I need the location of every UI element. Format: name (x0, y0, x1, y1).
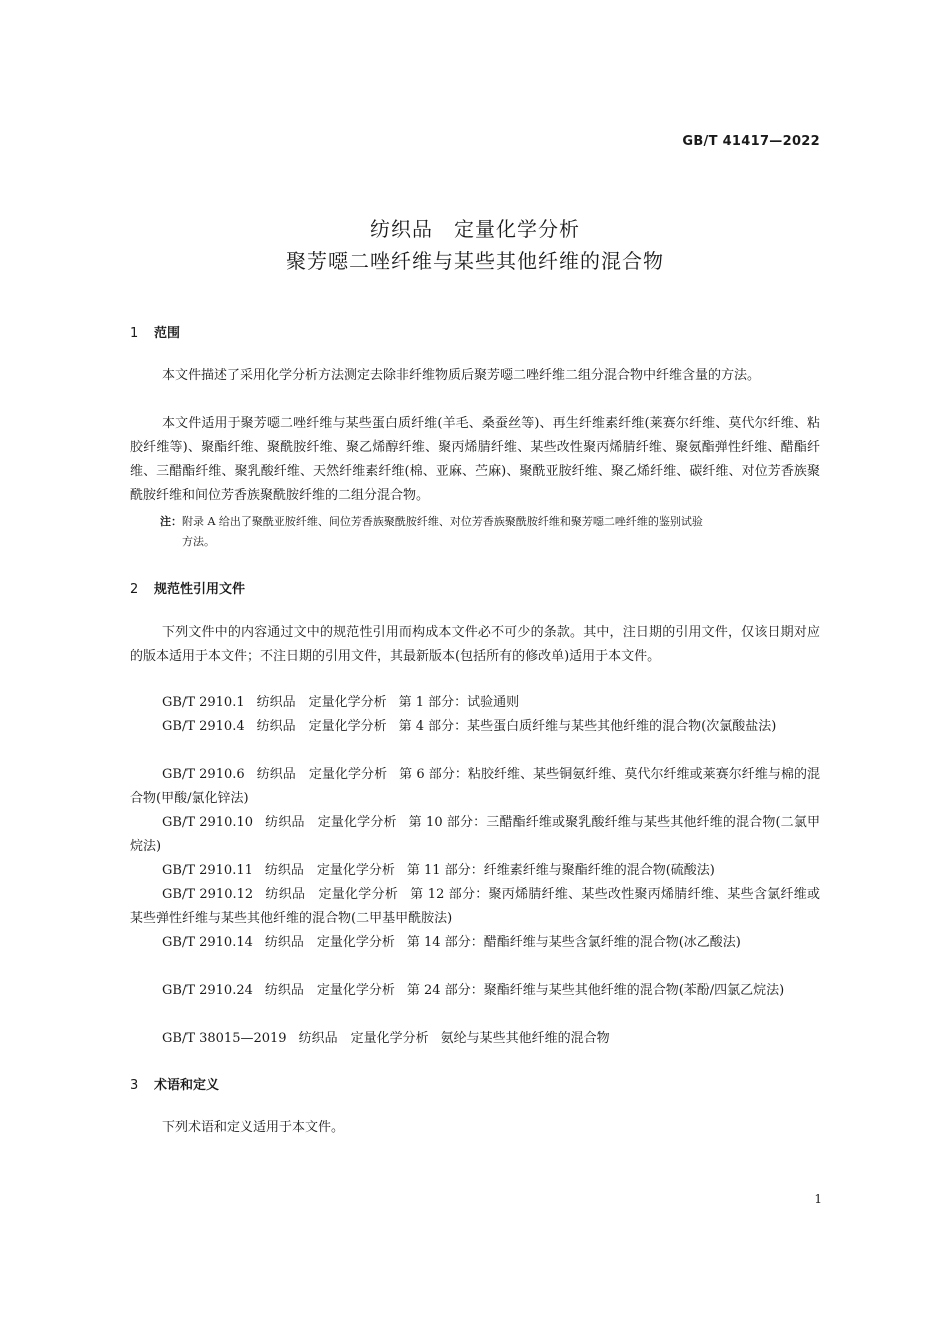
reference-title: 纺织品 定量化学分析 (298, 1031, 429, 1046)
reference-part: 氨纶与某些其他纤维的混合物 (440, 1031, 610, 1046)
reference-title: 纺织品 定量化学分析 (264, 863, 395, 878)
section-3-number: 3 (130, 1078, 139, 1093)
section-3-heading (130, 1074, 219, 1093)
section-2-number: 2 (130, 582, 139, 597)
reference-item (130, 811, 820, 859)
reference-item (130, 691, 820, 715)
reference-code: GB/T 38015—2019 (162, 1031, 287, 1046)
reference-code: GB/T 2910.1 (162, 695, 245, 710)
section-1-paragraph-1: 本文件描述了采用化学分析方法测定去除非纤维物质后聚芳噁二唑纤维二组分混合物中纤维含量的方法。 (162, 368, 761, 383)
reference-item (130, 763, 820, 811)
reference-code: GB/T 2910.14 (162, 935, 253, 950)
reference-code: GB/T 2910.12 (162, 887, 254, 902)
page-number: 1 (814, 1192, 822, 1206)
reference-code: GB/T 2910.11 (162, 863, 253, 878)
section-3-intro: 下列术语和定义适用于本文件。 (162, 1120, 345, 1135)
document-title-line2: 聚芳噁二唑纤维与某些其他纤维的混合物 (286, 249, 664, 273)
section-1-heading (130, 322, 180, 341)
document-title-line1: 纺织品 定量化学分析 (370, 217, 580, 241)
reference-part: 第 12 部分：聚丙烯腈纤维、某些改性聚丙烯腈纤维、某些含氯纤维或某些弹性纤维与某些其他纤维的混合物(二甲基甲酰胺法) (130, 887, 820, 926)
reference-item (130, 883, 820, 931)
section-2-title: 规范性引用文件 (154, 582, 246, 597)
reference-code: GB/T 2910.6 (162, 767, 245, 782)
reference-item (130, 979, 820, 1003)
reference-part: 第 10 部分：三醋酯纤维或聚乳酸纤维与某些其他纤维的混合物(二氯甲烷法) (130, 815, 820, 854)
note-text-continued: 方法。 (182, 535, 215, 548)
reference-title: 纺织品 定量化学分析 (265, 815, 397, 830)
section-1-number: 1 (130, 326, 139, 341)
reference-part: 第 1 部分：试验通则 (398, 695, 520, 710)
reference-part: 第 4 部分：某些蛋白质纤维与某些其他纤维的混合物(次氯酸盐法) (398, 719, 777, 734)
reference-title: 纺织品 定量化学分析 (265, 887, 399, 902)
reference-item (130, 1027, 820, 1051)
note-label: 注： (160, 515, 182, 528)
reference-item (130, 859, 820, 883)
reference-part: 第 6 部分：粘胶纤维、某些铜氨纤维、莫代尔纤维或莱赛尔纤维与棉的混合物(甲酸/氯化锌法) (130, 767, 820, 806)
reference-title: 纺织品 定量化学分析 (256, 767, 388, 782)
reference-item (130, 715, 820, 739)
reference-title: 纺织品 定量化学分析 (264, 983, 395, 998)
section-1-note (160, 512, 820, 552)
reference-code: GB/T 2910.24 (162, 983, 253, 998)
reference-code: GB/T 2910.10 (162, 815, 254, 830)
reference-title: 纺织品 定量化学分析 (256, 695, 387, 710)
reference-part: 第 24 部分：聚酯纤维与某些其他纤维的混合物(苯酚/四氯乙烷法) (406, 983, 785, 998)
reference-code: GB/T 2910.4 (162, 719, 245, 734)
standard-number: GB/T 41417—2022 (682, 134, 820, 149)
reference-part: 第 11 部分：纤维素纤维与聚酯纤维的混合物(硫酸法) (406, 863, 715, 878)
section-1-paragraph-2: 本文件适用于聚芳噁二唑纤维与某些蛋白质纤维(羊毛、桑蚕丝等)、再生纤维素纤维(莱赛尔纤维、莫代尔纤维、粘胶纤维等)、聚酯纤维、聚酰胺纤维、聚乙烯醇纤维、聚丙烯腈纤维、某些改性聚丙烯腈纤维、聚氨酯弹性纤维、醋酯纤维、三醋酯纤维、聚乳酸纤维、天然纤维素纤维(棉、亚麻、苎麻)、聚酰亚胺纤维、聚乙烯纤维、碳纤维、对位芳香族聚酰胺纤维和间位芳香族聚酰胺纤维的二组分混合物。 (130, 416, 820, 503)
section-3-title: 术语和定义 (154, 1078, 220, 1093)
reference-item (130, 931, 820, 955)
note-text: 附录 A 给出了聚酰亚胺纤维、间位芳香族聚酰胺纤维、对位芳香族聚酰胺纤维和聚芳噁二唑纤维的鉴别试验 (182, 515, 703, 528)
reference-title: 纺织品 定量化学分析 (256, 719, 387, 734)
section-1-title: 范围 (154, 326, 181, 341)
section-2-heading (130, 578, 245, 597)
section-2-intro: 下列文件中的内容通过文中的规范性引用而构成本文件必不可少的条款。其中，注日期的引用文件，仅该日期对应的版本适用于本文件；不注日期的引用文件，其最新版本(包括所有的修改单)适用于本文件。 (130, 625, 820, 664)
reference-part: 第 14 部分：醋酯纤维与某些含氯纤维的混合物(冰乙酸法) (406, 935, 741, 950)
reference-title: 纺织品 定量化学分析 (264, 935, 395, 950)
